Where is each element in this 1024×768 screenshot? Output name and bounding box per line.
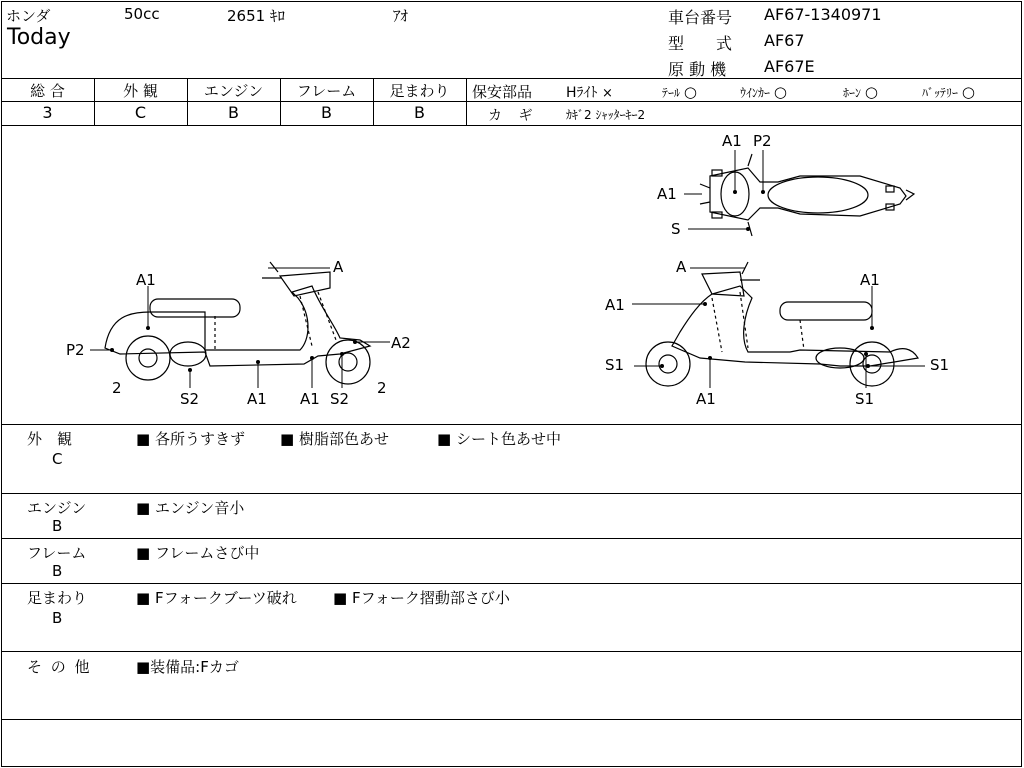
safety-item-mark: ○ — [773, 83, 787, 101]
remark-grade-suspension: B — [52, 609, 63, 627]
divider — [466, 78, 467, 125]
diagram-label: 2 — [112, 379, 122, 397]
remark-note: ■装備品:Fカゴ — [136, 658, 239, 676]
safety-label: 保安部品 — [472, 83, 533, 101]
key-value: ｶｷﾞ2 ｼｬｯﾀｰｷｰ2 — [566, 108, 646, 122]
safety-item-name: Hﾗｲﾄ — [566, 85, 598, 101]
divider — [1, 538, 1022, 539]
maker: ホンダ — [6, 7, 51, 25]
diagram-label: P2 — [66, 341, 85, 359]
diagram-label: S2 — [330, 390, 350, 408]
engine-label: 原 動 機 — [668, 60, 727, 79]
diagram-label: 2 — [377, 379, 387, 397]
safety-item-name: ﾊﾞｯﾃﾘｰ — [922, 86, 959, 100]
safety-item-name: ﾃｰﾙ — [662, 86, 681, 100]
mileage: 2651 ｷﾛ — [227, 7, 285, 25]
grade-header-exterior: 外 観 — [123, 82, 158, 100]
diagram-label: S1 — [855, 390, 875, 408]
grade-header-frame: フレーム — [296, 82, 357, 100]
remark-note: ■ 樹脂部色あせ — [280, 430, 389, 448]
remark-grade-frame: B — [52, 562, 63, 580]
type-value: AF67 — [764, 31, 805, 50]
remark-label-engine: エンジン — [27, 499, 87, 517]
diagram-label: S1 — [605, 356, 625, 374]
diagram-label: A — [676, 258, 687, 276]
diagram-label: A1 — [605, 296, 625, 314]
remark-note: ■ エンジン音小 — [136, 499, 245, 517]
remark-label-suspension: 足まわり — [27, 589, 88, 607]
diagram-label: S1 — [930, 356, 950, 374]
remark-grade-exterior: C — [52, 450, 63, 468]
remark-label-other: そ の 他 — [27, 658, 92, 676]
safety-item-winker — [740, 83, 787, 101]
diagram-label: A1 — [657, 185, 677, 203]
safety-item-name: ﾎｰﾝ — [843, 86, 862, 100]
grade-header-engine: エンジン — [203, 82, 264, 100]
engine-value: AF67E — [764, 57, 815, 76]
remark-note: ■ Fフォーク摺動部さび小 — [333, 589, 510, 607]
safety-item-headlight — [566, 82, 613, 102]
damage-points — [110, 190, 874, 372]
grade-value-exterior: C — [134, 103, 147, 122]
remark-note: ■ Fフォークブーツ破れ — [136, 589, 297, 607]
remark-note: ■ シート色あせ中 — [437, 430, 561, 448]
safety-item-mark: × — [601, 86, 613, 101]
remark-grade-engine: B — [52, 517, 63, 535]
safety-item-horn — [843, 83, 878, 101]
grade-value-overall: 3 — [42, 103, 53, 122]
model-name: Today — [7, 25, 71, 50]
diagram-label: A1 — [722, 132, 742, 150]
remark-note: ■ 各所うすきず — [136, 430, 245, 448]
grade-value-engine: B — [228, 103, 239, 122]
frame-no-label: 車台番号 — [668, 8, 733, 27]
diagram-label: A2 — [391, 334, 411, 352]
diagram-label: A1 — [300, 390, 320, 408]
remark-label-frame: フレーム — [27, 544, 87, 562]
divider — [1, 78, 1022, 79]
diagram-label: A1 — [860, 271, 880, 289]
color: ｱｵ — [393, 7, 409, 25]
divider — [467, 101, 1022, 102]
leader-lines — [90, 150, 925, 388]
grade-header-overall: 総 合 — [30, 82, 65, 100]
remark-note: ■ フレームさび中 — [136, 544, 260, 562]
type-label: 型 式 — [668, 34, 733, 53]
displacement: 50cc — [124, 5, 160, 23]
diagram-label: A — [333, 258, 344, 276]
grade-value-frame: B — [321, 103, 332, 122]
diagram-label: P2 — [753, 132, 772, 150]
divider — [1, 583, 1022, 584]
diagram-label: S — [671, 220, 681, 238]
frame-no: AF67-1340971 — [764, 5, 882, 24]
safety-item-battery — [922, 83, 975, 101]
grade-header-suspension: 足まわり — [389, 82, 450, 100]
diagram-label: A1 — [247, 390, 267, 408]
safety-item-name: ｳｲﾝｶｰ — [740, 86, 771, 100]
diagram-label: A1 — [696, 390, 716, 408]
scooter-top-view — [700, 154, 914, 236]
safety-item-tail — [662, 83, 697, 101]
divider — [1, 424, 1022, 425]
key-label: カ ギ — [488, 108, 539, 124]
divider — [1, 651, 1022, 652]
remark-label-exterior: 外 観 — [27, 430, 73, 448]
safety-item-mark: ○ — [961, 83, 975, 101]
safety-item-mark: ○ — [864, 83, 878, 101]
safety-item-mark: ○ — [683, 83, 697, 101]
divider — [1, 101, 467, 102]
grade-value-suspension: B — [414, 103, 425, 122]
diagram-label: S2 — [180, 390, 200, 408]
diagram-label: A1 — [136, 271, 156, 289]
divider — [1, 493, 1022, 494]
divider — [1, 719, 1022, 720]
